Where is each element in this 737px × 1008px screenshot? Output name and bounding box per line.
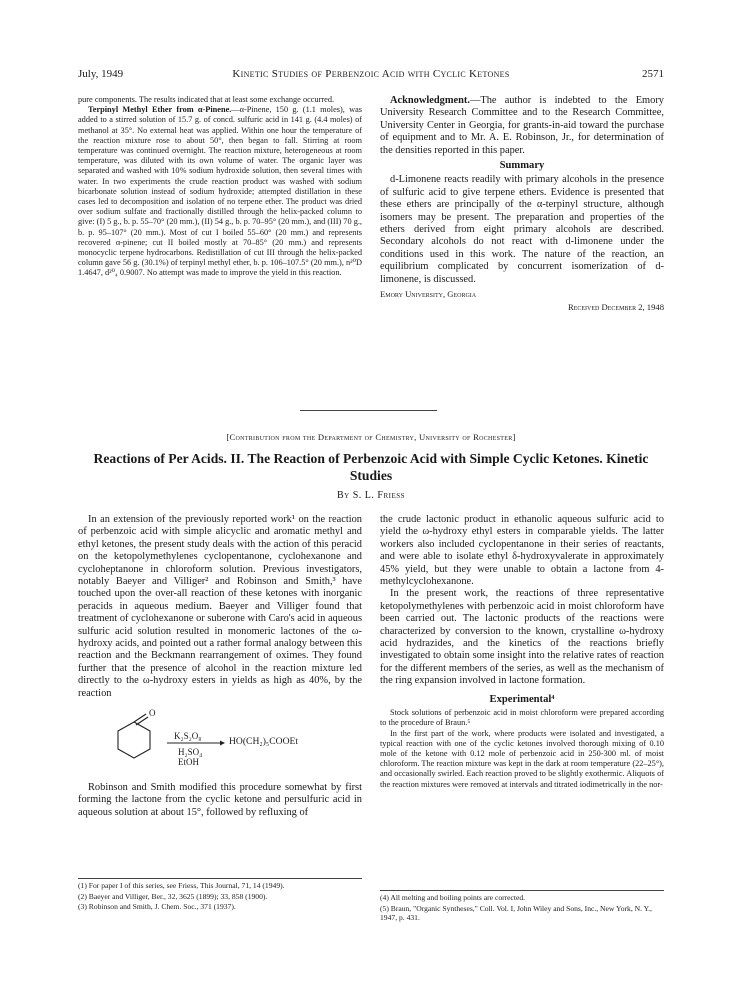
article-left-column-continued xyxy=(78,782,362,819)
reagent-above: K₂S₂O₈ xyxy=(174,731,202,741)
contribution-line: [Contribution from the Department of Chemistry, University of Rochester] xyxy=(226,432,516,442)
footnote: (5) Braun, "Organic Syntheses," Coll. Vol. I, John Wiley and Sons, Inc., New York, N. Y., 1947, p. 431. xyxy=(380,903,652,923)
header-page-number: 2571 xyxy=(642,68,664,80)
section-divider xyxy=(300,410,437,411)
experimental-text-1: Stock solutions of perbenzoic acid in moist chloroform were prepared according to the procedure of Braun.⁵ xyxy=(380,708,664,728)
acknowledgment-text: —The author is indebted to the Emory University Research Committee and to the Research Committee, University Center in Georgia, for grants-in-aid toward the purchase of equipment and to Mr. A. E. Robinson, Jr., for determination of the densities reported in this paper. xyxy=(380,95,664,156)
acknowledgment-paragraph xyxy=(380,95,664,157)
terpinyl-lead: —α-Pinene, 150 g. (1.1 moles), xyxy=(231,105,345,115)
robinson-paragraph: Robinson and Smith modified this procedure somewhat by first forming the lactone from the cyclic ketone and persulfuric acid in aqueous solution at about 15°, followed by refluxing of xyxy=(78,782,362,818)
affiliation: Emory University, Georgia xyxy=(380,289,477,300)
reaction-scheme xyxy=(112,708,372,778)
article-left-column xyxy=(78,514,362,700)
intro-paragraph: In an extension of the previously reported work¹ on the reaction of perbenzoic acid with simple alicyclic and aromatic methyl and ethyl ketones, the present study deals with the action of this peracid on the ketopolymethylenes cyclopentanone, cyclohexanone and cycloheptanone in chloroform solution. Previous investigators, notably Baeyer and Villiger² and Robinson and Smith,³ have touched upon the over-all reaction of these ketones with inorganic peracids in aqueous medium. Baeyer and Villiger found that treatment of cyclohexanone or suberone with Caro's acid in aqueous sulfuric acid solution resulted in monomeric lactones of the ω-hydroxy acids, and pointed out a rather formal analogy between this reaction and the Beckmann rearrangement of oximes. They found further that the presence of alcohol in the reaction mixture led directly to the ω-hydroxy esters in yields as high as 40%, by the reaction xyxy=(78,514,362,699)
footnote-rule-left xyxy=(78,878,362,879)
terpinyl-paragraph xyxy=(78,105,362,278)
footnotes-left xyxy=(78,881,362,913)
reagent-below-2: EtOH xyxy=(178,757,199,767)
header-title: Kinetic Studies of Perbenzoic Acid with Cyclic Ketones xyxy=(232,68,510,80)
summary-heading: Summary xyxy=(499,160,545,172)
right-paragraph-1: the crude lactonic product in ethanolic aqueous sulfuric acid to yield the ω-hydroxy ethyl esters in comparable yields. The latter workers also included cyclopentanone in their series of reactants, and were able to isolate ethyl δ-hydroxyvalerate in approximately 45% yield, but they were unable to obtain a lactone from 4-methylcyclohexanone. xyxy=(380,514,664,588)
reagent-below-1: H₂SO₄ xyxy=(178,747,203,757)
footnote: (2) Baeyer and Villiger, Ber., 32, 3625 (1899); 33, 858 (1900). xyxy=(78,891,268,901)
author-byline: By S. L. Friess xyxy=(336,490,406,501)
prev-paragraph: pure components. The results indicated that at least some exchange occurred. xyxy=(78,95,335,104)
summary-text: d-Limonene reacts readily with primary alcohols in the presence of sulfuric acid to give terpene ethers. Evidence is presented that these ethers are principally of the α-terpinyl structure, although isomers may be present. The preparation and properties of the ethers derived from eight primary alcohols are described. Secondary alcohols do not react with d-limonene under the conditions used in this work. The nature of the reaction, an equilibrium complicated by concurrent isomerization of d-limonene, is discussed. xyxy=(380,174,664,285)
oxygen-label: O xyxy=(149,708,156,718)
prev-article-right-column xyxy=(380,95,664,313)
terpinyl-heading: Terpinyl Methyl Ether from α-Pinene. xyxy=(88,105,232,115)
experimental-heading: Experimental⁴ xyxy=(489,693,555,705)
terpinyl-text: was added to a stirred solution of 15.7 g. of concd. sulfuric acid in 141 g. (4.4 moles) of methanol at 35°. No external heat was applied. Within one hour the temperature of the reaction mixture rose to about 50°, then began to fall. Stirring at room temperature was continued overnight. The reaction mixture, heterogeneous at room temperature, was diluted with its own volume of water. The organic layer was separated and washed with 10% sodium hydroxide solution, then several times with water. In two experiments the crude reaction product was washed with sodium bicarbonate solution instead of sodium hydroxide; attempted distillation in these cases led to decomposition and isolation of no terpene ether. The product was dried over sodium sulfate and fractionally distilled through the helix-packed column to give: (I) 5 g., b. p. 55–70° (20 mm.), (II) 54 g., b. p. 70–95° (20 mm.), and (III) 70 g., b. p. 95–107° (20 mm.). Most of cut I boiled 55–60° (20 mm.) and represents recovered α-pinene; cut II boiled mostly at 70–85° (20 mm.) and represents monocyclic terpene hydrocarbons. Redistillation of cut III through the helix-packed column gave 56 g. (30.1%) of terpinyl methyl ether, b. p. 106–107.5° (20 mm.), n²⁰D 1.4647, d²⁰₄ 0.9007. No attempt was made to improve the yield in this reaction. xyxy=(78,105,362,278)
footnote: (1) For paper I of this series, see Friess, This Journal, 71, 14 (1949). xyxy=(78,881,285,890)
footnote: (4) All melting and boiling points are corrected. xyxy=(380,893,526,902)
running-head xyxy=(78,68,664,82)
acknowledgment-heading: Acknowledgment. xyxy=(390,95,470,106)
prev-article-left-column xyxy=(78,95,362,279)
footnote: (3) Robinson and Smith, J. Chem. Soc., 371 (1937). xyxy=(78,902,236,912)
header-date: July, 1949 xyxy=(78,68,124,80)
experimental-text-2: In the first part of the work, where products were isolated and investigated, a typical reaction with one of the cyclic ketones involved thorough mixing of 0.10 mole of the ketone with 0.12 mole of perbenzoic acid in 250-300 ml. of moist chloroform. The reaction mixture was kept in the dark at room temperature (22–25°), and occasionally swirled. Each reaction proved to be slightly exothermic. Aliquots of the reaction mixtures were removed at intervals and titrated iodimetrically in the nor- xyxy=(380,728,664,789)
footnote-rule-right xyxy=(380,890,664,891)
reaction-product: HO(CH₂)₅COOEt xyxy=(229,736,299,747)
article-right-column xyxy=(380,514,664,790)
received-date: Received December 2, 1948 xyxy=(567,301,664,312)
footnotes-right xyxy=(380,893,664,924)
experimental-body xyxy=(380,708,664,790)
article-title: Reactions of Per Acids. II. The Reaction of Perbenzoic Acid with Simple Cyclic Ketones. Kinetic Studies xyxy=(93,451,649,483)
right-paragraph-2: In the present work, the reactions of three representative ketopolymethylenes with perbenzoic acid in moist chloroform have been carried out. The lactonic products of the reactions were characterized by conversion to the known, crystalline ω-hydroxy acid hydrazides, and the kinetics of the reactions briefly investigated to obtain some insight into the relative rates of reaction for the different members of the series, as well as the mechanism of the ring expansion involved in lactone formation. xyxy=(380,588,664,687)
